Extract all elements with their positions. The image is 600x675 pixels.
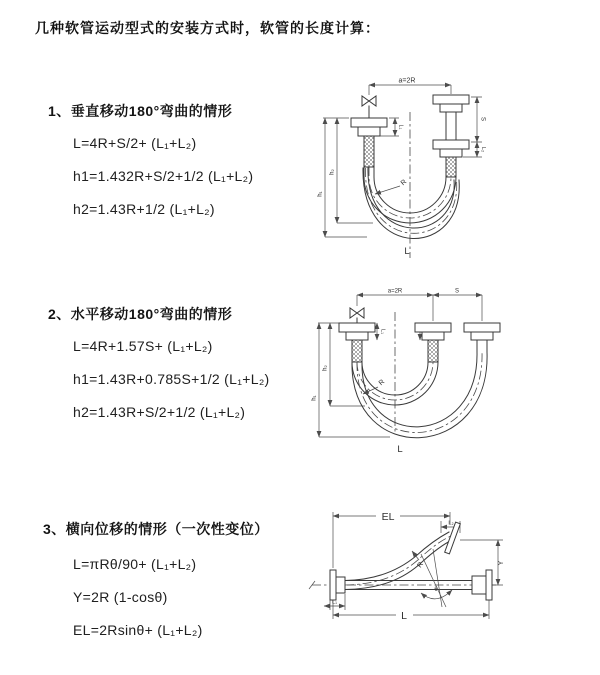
dim-h1-label: h₁ <box>311 395 318 401</box>
length-label: L <box>397 444 403 455</box>
dim-y-label: Y <box>498 560 505 566</box>
hose-position-2 <box>352 352 487 438</box>
left-pipe <box>339 308 375 362</box>
flange <box>433 95 469 104</box>
formula-h2: h2=1.43R+S/2+1/2 (L₁+L₂) <box>73 404 246 420</box>
formula-length: L=4R+1.57S+ (L₁+L₂) <box>73 338 213 354</box>
angle-theta-label: θ <box>434 587 438 593</box>
section-2-heading: 2、水平移动180°弯曲的情形 <box>48 306 233 322</box>
flange <box>486 570 492 600</box>
angle-construction <box>421 549 452 607</box>
right-pipe <box>433 95 469 177</box>
valve-icon <box>362 96 376 106</box>
flange <box>415 323 451 332</box>
flange <box>339 323 375 332</box>
section-1-formulas <box>73 127 313 226</box>
dim-l1-label: L₁ <box>332 599 337 606</box>
formula-h1: h1=1.432R+S/2+1/2 (L₁+L₂) <box>73 168 254 184</box>
middle-pipe <box>415 323 451 362</box>
left-flange <box>330 570 345 600</box>
dim-l2-label: L₂ <box>480 146 486 153</box>
hose-braid <box>364 136 374 167</box>
dim-l1-label: L₁ <box>379 329 386 334</box>
dim-el-label: EL <box>381 511 395 523</box>
hose-position-2 <box>363 168 459 239</box>
radius-leader <box>375 186 400 194</box>
diagram-lateral-displacement <box>300 500 600 665</box>
dim-h1-label: h₁ <box>317 191 324 197</box>
hose-braid <box>446 157 456 177</box>
dim-h2-label: h₂ <box>329 169 336 175</box>
radius-label: R <box>377 378 387 388</box>
flange-hub <box>472 576 486 594</box>
diagram-vertical-180-u-bend <box>315 72 600 267</box>
dimension-lines <box>312 289 483 438</box>
valve-icon <box>350 308 364 318</box>
formula-length: L=4R+S/2+ (L₁+L₂) <box>73 135 197 151</box>
radius-label: R <box>416 561 426 570</box>
diagram-horizontal-180-u-bend <box>310 282 600 462</box>
section-3-heading: 3、横向位移的情形（一次性变位） <box>43 521 269 537</box>
section-1-heading: 1、垂直移动180°弯曲的情形 <box>48 103 233 119</box>
dimension-lines <box>324 511 505 622</box>
dim-a2r-label: a=2R <box>387 288 403 295</box>
page-title: 几种软管运动型式的安装方式时，软管的长度计算： <box>35 20 380 36</box>
radius-label: R <box>399 178 409 188</box>
flange <box>330 570 336 600</box>
dim-s-label: S <box>454 288 460 295</box>
dim-l1-label: L₁ <box>397 124 404 130</box>
dim-l-label: L <box>401 610 407 622</box>
formula-length: L=πRθ/90+ (L₁+L₂) <box>73 556 197 572</box>
hose-braid <box>352 340 362 362</box>
flange <box>433 140 469 149</box>
formula-h2: h2=1.43R+1/2 (L₁+L₂) <box>73 201 215 217</box>
right-pipe <box>464 323 500 352</box>
dim-a2r-label: a=2R <box>398 77 416 85</box>
section-2-formulas <box>73 330 313 429</box>
flange <box>464 323 500 332</box>
hose-braid <box>428 340 438 362</box>
dim-s-label: S <box>479 116 486 122</box>
flange <box>351 118 387 127</box>
dim-l2-label: L₂ <box>448 520 454 527</box>
dim-h2-label: h₂ <box>322 365 329 371</box>
hose-displaced-position <box>345 522 460 589</box>
formula-el: EL=2Rsinθ+ (L₁+L₂) <box>73 622 203 638</box>
left-pipe <box>351 96 387 177</box>
formula-h1: h1=1.43R+0.785S+1/2 (L₁+L₂) <box>73 371 270 387</box>
length-label: L <box>404 246 410 257</box>
formula-y: Y=2R (1-cosθ) <box>73 589 168 605</box>
section-3-formulas <box>73 548 313 647</box>
